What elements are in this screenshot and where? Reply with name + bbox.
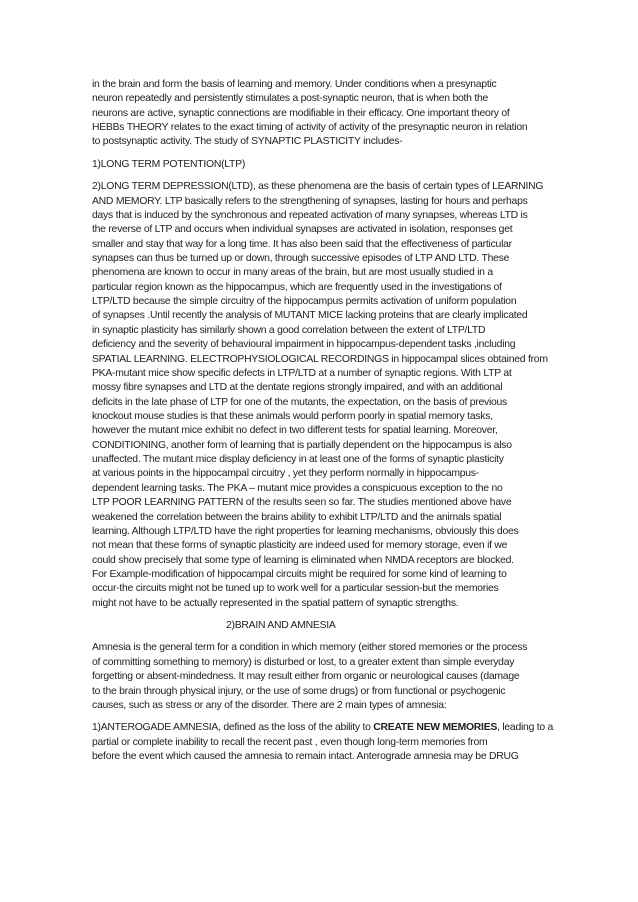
text-line: however the mutant mice exhibit no defect in two different tests for spatial learning. Moreover,	[92, 425, 498, 437]
text-line: could show precisely that some type of learning is eliminated when NMDA receptors are blocked.	[92, 554, 514, 566]
text-line: HEBBs THEORY relates to the exact timing of activity of activity of the presynaptic neuron in relation	[92, 122, 528, 134]
text-line: in the brain and form the basis of learning and memory. Under conditions when a presynaptic	[92, 79, 497, 90]
text-line: causes, such as stress or any of the disorder. There are 2 main types of amnesia:	[92, 699, 447, 711]
text-line: weakened the correlation between the brains ability to exhibit LTP/LTD and the animals spatial	[92, 511, 502, 523]
text-line: deficiency and the severity of behavioural impairment in hippocampus-dependent tasks ,including	[92, 339, 516, 351]
text-line: dependent learning tasks. The PKA – mutant mice provides a conspicuous exception to the no	[92, 482, 503, 494]
text-line: not mean that these forms of synaptic plasticity are indeed used for memory storage, even if we	[92, 540, 508, 552]
text-line: mossy fibre synapses and LTD at the dentate regions strongly impaired, and with an additional	[92, 382, 503, 394]
text-line: days that is induced by the synchronous and repeated activation of many synapses, whereas LTD is	[92, 209, 528, 221]
text-line: 2)LONG TERM DEPRESSION(LTD), as these phenomena are the basis of certain types of LEARNING	[92, 181, 544, 193]
text-line: learning. Although LTP/LTD have the right properties for learning mechanisms, obviously this does	[92, 525, 519, 537]
text-line: forgetting or absent-mindedness. It may result either from organic or neurological causes (damage	[92, 671, 520, 683]
text-line: synapses can thus be turned up or down, through successive episodes of LTP AND LTD. These	[92, 253, 510, 264]
text-line: LTP POOR LEARNING PATTERN of the results seen so far. The studies mentioned above have	[92, 497, 512, 509]
text-line: might not have to be actually represented in the spatial pattern of synaptic strengths.	[92, 597, 459, 609]
text-line: smaller and stay that way for a long time. It has also been said that the effectiveness of particular	[92, 238, 512, 250]
text-line: to postsynaptic activity. The study of SYNAPTIC PLASTICITY includes-	[92, 136, 403, 148]
text-run: , leading to a	[497, 722, 554, 734]
text-line: the reverse of LTP and occurs when individual synapses are activated in isolation, responses get	[92, 224, 513, 236]
text-line: deficits in the late phase of LTP for one of the mutants, the expectation, on the basis of previous	[92, 396, 508, 408]
text-line: partial or complete inability to recall the recent past , even though long-term memories from	[92, 736, 488, 748]
text-line: LTP/LTD because the simple circuitry of the hippocampus permits activation of uniform population	[92, 296, 517, 308]
text-line: CONDITIONING, another form of learning that is partially dependent on the hippocampus is also	[92, 439, 512, 451]
text-line: occur-the circuits might not be tuned up to work well for a particular session-but the memories	[92, 583, 499, 595]
text-line: neuron repeatedly and persistently stimulates a post-synaptic neuron, that is when both the	[92, 93, 489, 105]
text-run: 1)ANTEROGADE AMNESIA, defined as the loss of the ability to	[92, 722, 374, 734]
text-line: before the event which caused the amnesia to remain intact. Anterograde amnesia may be DRUG	[92, 751, 519, 762]
text-line: in synaptic plasticity has similarly shown a good correlation between the extent of LTP/LTD	[92, 324, 486, 336]
text-line: knockout mouse studies is that these animals would perform poorly in spatial memory tasks,	[92, 411, 493, 422]
bold-phrase: CREATE NEW MEMORIES	[373, 722, 498, 734]
text-line: to the brain through physical injury, or the use of some drugs) or from functional or psychogenic	[92, 685, 506, 697]
text-line: of committing something to memory) is disturbed or lost, to a greater extent than simple everyday	[92, 656, 515, 668]
text-line: Amnesia is the general term for a condition in which memory (either stored memories or the process	[92, 642, 528, 654]
text-line: of synapses .Until recently the analysis of MUTANT MICE lacking proteins that are clearly implicated	[92, 310, 528, 322]
text-line: at various points in the hippocampal circuitry , yet they perform normally in hippocampus-	[92, 468, 479, 480]
text-line	[92, 721, 553, 735]
list-item-ltp: 1)LONG TERM POTENTION(LTP)	[92, 158, 246, 170]
text-line: For Example-modification of hippocampal circuits might be required for some kind of learning to	[92, 569, 507, 580]
text-line: PKA-mutant mice show specific defects in LTP/LTD at a number of synaptic regions. With LTP at	[92, 367, 512, 379]
text-line: particular region known as the hippocampus, which are frequently used in the investigations of	[92, 281, 502, 293]
text-line: AND MEMORY. LTP basically refers to the strengthening of synapses, lasting for hours and perhaps	[92, 195, 528, 207]
text-line: phenomena are known to occur in many areas of the brain, but are most usually studied in a	[92, 267, 493, 279]
text-line: neurons are active, synaptic connections are modifiable in their efficacy. One important theory of	[92, 107, 510, 119]
text-line: unaffected. The mutant mice display deficiency in at least one of the forms of synaptic plasticity	[92, 454, 504, 466]
section-heading-brain-amnesia: 2)BRAIN AND AMNESIA	[226, 620, 336, 632]
text-line: SPATIAL LEARNING. ELECTROPHYSIOLOGICAL RECORDINGS in hippocampal slices obtained from	[92, 353, 548, 365]
